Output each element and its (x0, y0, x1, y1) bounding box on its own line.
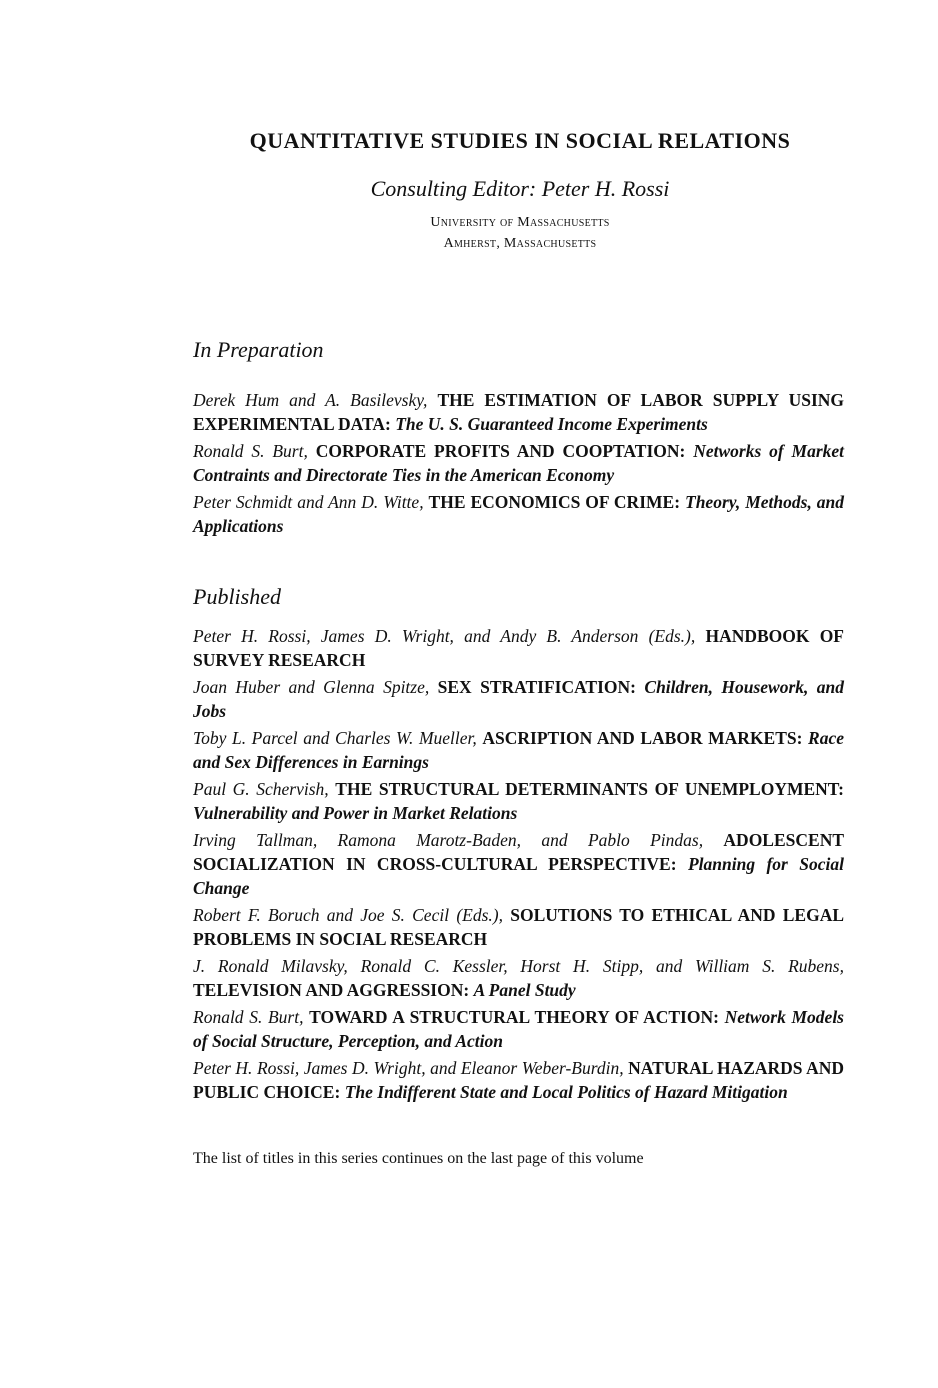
published-heading: Published (193, 584, 281, 609)
book-subtitle: Race and Sex Differences in Earnings (193, 728, 845, 772)
book-title: ADOLESCENT SOCIALIZATION IN CROSS-CULTURAL PERSPECTIVE: (193, 830, 845, 874)
book-entry (193, 490, 844, 538)
book-entry (193, 726, 844, 774)
book-subtitle: The Indifferent State and Local Politics of Hazard Mitigation (344, 1082, 788, 1102)
book-title: THE ECONOMICS OF CRIME: (428, 492, 681, 512)
book-subtitle: Vulnerability and Power in Market Relations (193, 803, 518, 823)
book-entry (193, 439, 844, 487)
book-authors: Irving Tallman, Ramona Marotz-Baden, and Pablo Pindas, (193, 830, 704, 850)
book-entry (193, 777, 844, 825)
book-authors: Peter Schmidt and Ann D. Witte, (193, 492, 424, 512)
consulting-editor: Consulting Editor: Peter H. Rossi (370, 176, 670, 201)
book-title: CORPORATE PROFITS AND COOPTATION: (315, 441, 686, 461)
in-preparation-list (193, 388, 844, 541)
book-authors: Derek Hum and A. Basilevsky, (193, 390, 428, 410)
book-subtitle: Children, Housework, and Jobs (193, 677, 845, 721)
book-subtitle: A Panel Study (473, 980, 576, 1000)
book-authors: Robert F. Boruch and Joe S. Cecil (Eds.), (193, 905, 503, 925)
book-entry (193, 954, 844, 1002)
editor-affiliation-location: Amherst, Massachusetts (443, 236, 597, 251)
book-title: SOLUTIONS TO ETHICAL AND LEGAL PROBLEMS IN SOCIAL RESEARCH (193, 905, 845, 949)
book-authors: Peter H. Rossi, James D. Wright, and Eleanor Weber-Burdin, (193, 1058, 624, 1078)
book-entry (193, 1005, 844, 1053)
book-title: NATURAL HAZARDS AND PUBLIC CHOICE: (193, 1058, 844, 1102)
book-authors: Paul G. Schervish, (193, 779, 329, 799)
book-subtitle: The U. S. Guaranteed Income Experiments (395, 414, 708, 434)
book-authors: Ronald S. Burt, (193, 441, 308, 461)
book-entry (193, 828, 844, 900)
book-subtitle: Network Models of Social Structure, Perception, and Action (193, 1007, 844, 1051)
book-subtitle: Networks of Market Contraints and Directorate Ties in the American Economy (193, 441, 845, 485)
book-entry (193, 903, 844, 951)
book-subtitle: Planning for Social Change (193, 854, 845, 898)
book-subtitle: Theory, Methods, and Applications (193, 492, 845, 536)
book-entry (193, 624, 844, 672)
book-entry (193, 1056, 844, 1104)
book-title: HANDBOOK OF SURVEY RESEARCH (193, 626, 844, 670)
book-authors: Toby L. Parcel and Charles W. Mueller, (193, 728, 477, 748)
book-authors: Ronald S. Burt, (193, 1007, 304, 1027)
book-authors: Joan Huber and Glenna Spitze, (193, 677, 430, 697)
book-entry (193, 388, 844, 436)
editor-affiliation-university: University of Massachusetts (430, 215, 610, 230)
book-title: ASCRIPTION AND LABOR MARKETS: (482, 728, 803, 748)
book-title: THE ESTIMATION OF LABOR SUPPLY USING EXPERIMENTAL DATA: (193, 390, 845, 434)
book-title: TELEVISION AND AGGRESSION: (193, 980, 470, 1000)
book-authors: Peter H. Rossi, James D. Wright, and Andy B. Anderson (Eds.), (193, 626, 696, 646)
series-continuation-note: The list of titles in this series continues on the last page of this volume (193, 1150, 644, 1167)
in-preparation-heading: In Preparation (193, 337, 324, 362)
book-authors: J. Ronald Milavsky, Ronald C. Kessler, Horst H. Stipp, and William S. Rubens, (193, 956, 844, 976)
book-title: SEX STRATIFICATION: (437, 677, 636, 697)
published-list (193, 624, 844, 1107)
series-title: QUANTITATIVE STUDIES IN SOCIAL RELATIONS (249, 128, 791, 153)
book-entry (193, 675, 844, 723)
book-title: THE STRUCTURAL DETERMINANTS OF UNEMPLOYMENT: (335, 779, 844, 799)
book-title: TOWARD A STRUCTURAL THEORY OF ACTION: (309, 1007, 719, 1027)
